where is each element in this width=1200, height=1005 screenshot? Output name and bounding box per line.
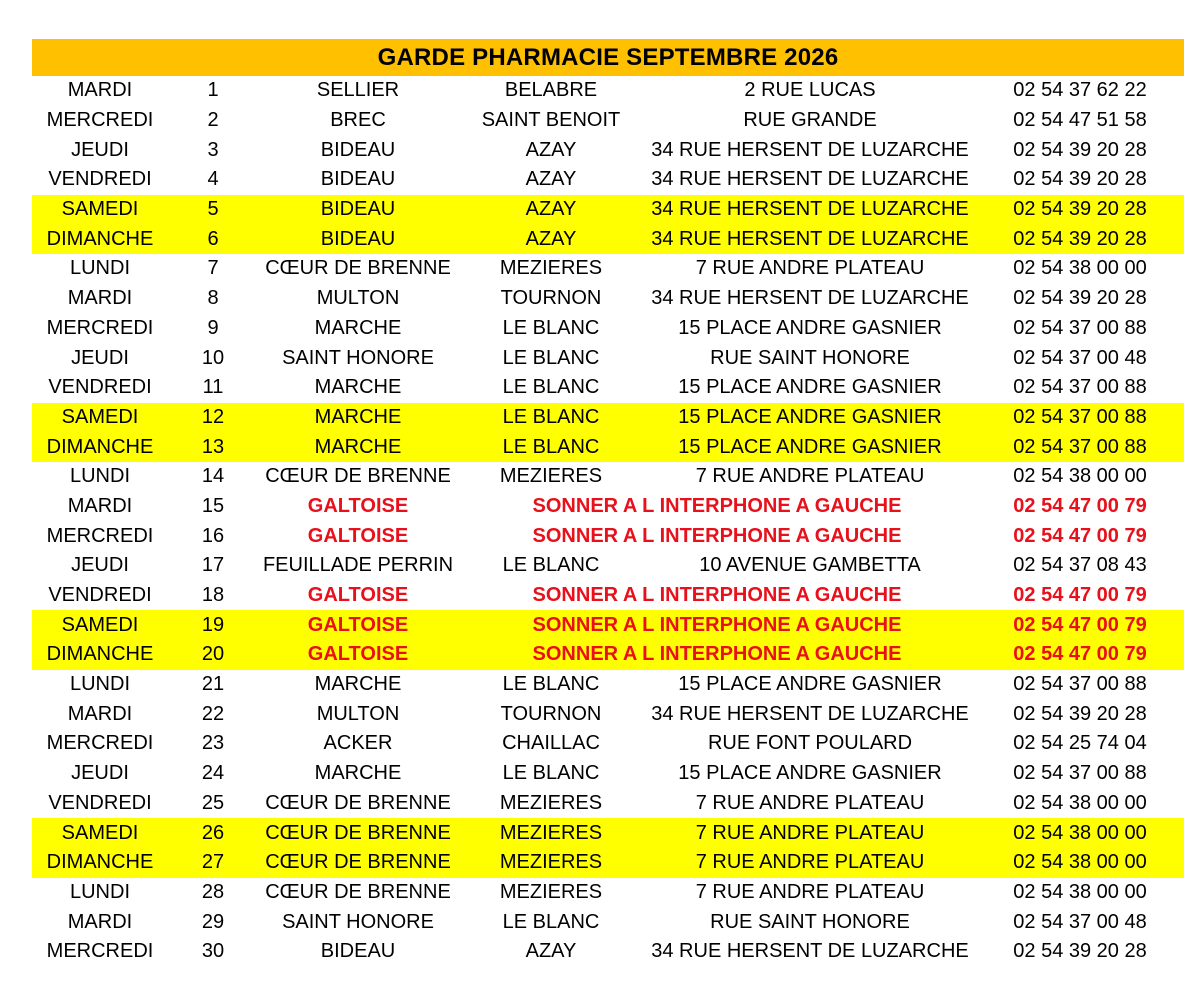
date-cell: 30 xyxy=(201,940,225,963)
address-cell: 7 RUE ANDRE PLATEAU xyxy=(695,880,925,903)
town-cell: MEZIERES xyxy=(499,257,603,280)
address-cell: 34 RUE HERSENT DE LUZARCHE xyxy=(644,195,976,225)
date-cell: 22 xyxy=(201,702,225,725)
table-row xyxy=(32,135,1184,165)
day-cell: VENDREDI xyxy=(48,584,152,607)
table-row xyxy=(32,224,1184,254)
table-row xyxy=(32,789,1184,819)
pharmacy-cell: BIDEAU xyxy=(320,940,396,963)
phone-cell: 02 54 47 00 79 xyxy=(976,610,1184,640)
date-cell: 23 xyxy=(201,732,225,755)
phone-cell: 02 54 39 20 28 xyxy=(1013,168,1147,191)
day-cell: SAMEDI xyxy=(32,195,168,225)
table-row xyxy=(32,818,1184,848)
date-cell: 1 xyxy=(207,79,219,102)
phone-cell: 02 54 47 00 79 xyxy=(1013,584,1147,607)
day-cell: JEUDI xyxy=(71,554,129,577)
day-cell: MARDI xyxy=(67,287,133,310)
phone-cell: 02 54 37 00 88 xyxy=(1013,673,1147,696)
day-cell: MARDI xyxy=(67,702,133,725)
phone-cell: 02 54 37 00 88 xyxy=(976,432,1184,462)
pharmacy-cell: MARCHE xyxy=(314,376,402,399)
schedule-sheet xyxy=(32,39,1184,967)
table-row xyxy=(32,76,1184,106)
phone-cell: 02 54 38 00 00 xyxy=(1013,257,1147,280)
table-row xyxy=(32,432,1184,462)
table-row xyxy=(32,848,1184,878)
note-cell: SONNER A L INTERPHONE A GAUCHE xyxy=(532,494,902,517)
pharmacy-cell: ACKER xyxy=(323,732,393,755)
pharmacy-cell: MARCHE xyxy=(258,403,458,433)
pharmacy-cell: GALTOISE xyxy=(258,610,458,640)
pharmacy-cell: GALTOISE xyxy=(307,524,409,547)
day-cell: DIMANCHE xyxy=(32,640,168,670)
address-cell: 15 PLACE ANDRE GASNIER xyxy=(644,403,976,433)
town-cell: AZAY xyxy=(458,224,644,254)
table-row xyxy=(32,729,1184,759)
town-cell: AZAY xyxy=(525,940,577,963)
town-cell: LE BLANC xyxy=(502,673,600,696)
town-cell: LE BLANC xyxy=(502,316,600,339)
date-cell: 26 xyxy=(168,818,258,848)
table-row xyxy=(32,907,1184,937)
day-cell: DIMANCHE xyxy=(32,224,168,254)
phone-cell: 02 54 39 20 28 xyxy=(1013,287,1147,310)
phone-cell: 02 54 25 74 04 xyxy=(1013,732,1147,755)
town-cell: AZAY xyxy=(525,168,577,191)
date-cell: 6 xyxy=(168,224,258,254)
phone-cell: 02 54 37 00 88 xyxy=(1013,316,1147,339)
date-cell: 10 xyxy=(201,346,225,369)
town-cell: MEZIERES xyxy=(458,848,644,878)
address-cell: 34 RUE HERSENT DE LUZARCHE xyxy=(651,940,969,963)
address-cell: RUE SAINT HONORE xyxy=(710,346,910,369)
date-cell: 11 xyxy=(202,376,224,399)
note-cell: SONNER A L INTERPHONE A GAUCHE xyxy=(458,640,976,670)
day-cell: MERCREDI xyxy=(46,316,154,339)
address-cell: RUE SAINT HONORE xyxy=(710,910,910,933)
date-cell: 18 xyxy=(201,584,225,607)
pharmacy-cell: FEUILLADE PERRIN xyxy=(262,554,454,577)
day-cell: SAMEDI xyxy=(32,403,168,433)
phone-cell: 02 54 47 51 58 xyxy=(1013,109,1147,132)
day-cell: LUNDI xyxy=(69,880,130,903)
pharmacy-cell: CŒUR DE BRENNE xyxy=(258,818,458,848)
address-cell: 7 RUE ANDRE PLATEAU xyxy=(695,465,925,488)
phone-cell: 02 54 38 00 00 xyxy=(1013,465,1147,488)
town-cell: LE BLANC xyxy=(502,376,600,399)
table-row xyxy=(32,759,1184,789)
pharmacy-cell: BIDEAU xyxy=(258,224,458,254)
phone-cell: 02 54 47 00 79 xyxy=(1013,494,1147,517)
town-cell: LE BLANC xyxy=(502,554,600,577)
town-cell: MEZIERES xyxy=(499,465,603,488)
table-row xyxy=(32,343,1184,373)
address-cell: 7 RUE ANDRE PLATEAU xyxy=(644,848,976,878)
table-row xyxy=(32,314,1184,344)
table-row xyxy=(32,106,1184,136)
date-cell: 19 xyxy=(168,610,258,640)
table-row xyxy=(32,640,1184,670)
table-row xyxy=(32,699,1184,729)
town-cell: MEZIERES xyxy=(499,791,603,814)
pharmacy-cell: BIDEAU xyxy=(320,168,396,191)
date-cell: 21 xyxy=(201,673,225,696)
table-row xyxy=(32,195,1184,225)
phone-cell: 02 54 37 00 48 xyxy=(1013,910,1147,933)
town-cell: MEZIERES xyxy=(458,818,644,848)
pharmacy-cell: MARCHE xyxy=(314,762,402,785)
date-cell: 14 xyxy=(201,465,225,488)
pharmacy-cell: BIDEAU xyxy=(258,195,458,225)
day-cell: MARDI xyxy=(67,910,133,933)
pharmacy-cell: MULTON xyxy=(316,287,400,310)
pharmacy-cell: CŒUR DE BRENNE xyxy=(265,791,451,814)
pharmacy-cell: CŒUR DE BRENNE xyxy=(258,848,458,878)
day-cell: DIMANCHE xyxy=(32,848,168,878)
town-cell: AZAY xyxy=(525,138,577,161)
pharmacy-cell: SAINT HONORE xyxy=(282,910,434,933)
day-cell: MERCREDI xyxy=(46,109,154,132)
phone-cell: 02 54 38 00 00 xyxy=(1013,880,1147,903)
table-row xyxy=(32,521,1184,551)
address-cell: 7 RUE ANDRE PLATEAU xyxy=(644,818,976,848)
schedule-table xyxy=(32,76,1184,967)
date-cell: 9 xyxy=(207,316,219,339)
pharmacy-cell: MARCHE xyxy=(314,316,402,339)
day-cell: MERCREDI xyxy=(46,732,154,755)
pharmacy-cell: SAINT HONORE xyxy=(282,346,434,369)
address-cell: 15 PLACE ANDRE GASNIER xyxy=(644,432,976,462)
pharmacy-cell: CŒUR DE BRENNE xyxy=(265,257,451,280)
date-cell: 7 xyxy=(207,257,219,280)
phone-cell: 02 54 39 20 28 xyxy=(1013,138,1147,161)
day-cell: VENDREDI xyxy=(48,791,152,814)
phone-cell: 02 54 37 00 88 xyxy=(976,403,1184,433)
table-row xyxy=(32,492,1184,522)
note-cell: SONNER A L INTERPHONE A GAUCHE xyxy=(532,584,902,607)
date-cell: 27 xyxy=(168,848,258,878)
address-cell: 34 RUE HERSENT DE LUZARCHE xyxy=(644,224,976,254)
date-cell: 3 xyxy=(207,138,219,161)
date-cell: 25 xyxy=(201,791,225,814)
date-cell: 24 xyxy=(201,762,225,785)
date-cell: 12 xyxy=(168,403,258,433)
table-row xyxy=(32,551,1184,581)
town-cell: SAINT BENOIT xyxy=(481,109,621,132)
day-cell: MERCREDI xyxy=(46,524,154,547)
day-cell: LUNDI xyxy=(69,465,130,488)
table-row xyxy=(32,165,1184,195)
date-cell: 8 xyxy=(207,287,219,310)
town-cell: LE BLANC xyxy=(502,910,600,933)
table-row xyxy=(32,878,1184,908)
town-cell: LE BLANC xyxy=(502,762,600,785)
town-cell: AZAY xyxy=(458,195,644,225)
town-cell: TOURNON xyxy=(500,287,602,310)
address-cell: 2 RUE LUCAS xyxy=(744,79,876,102)
table-row xyxy=(32,462,1184,492)
phone-cell: 02 54 39 20 28 xyxy=(1013,702,1147,725)
phone-cell: 02 54 37 62 22 xyxy=(1013,79,1147,102)
date-cell: 28 xyxy=(201,880,225,903)
town-cell: TOURNON xyxy=(500,702,602,725)
phone-cell: 02 54 37 08 43 xyxy=(1013,554,1147,577)
pharmacy-cell: CŒUR DE BRENNE xyxy=(265,880,451,903)
address-cell: 34 RUE HERSENT DE LUZARCHE xyxy=(651,138,969,161)
town-cell: BELABRE xyxy=(504,79,598,102)
date-cell: 2 xyxy=(207,109,219,132)
day-cell: MARDI xyxy=(67,494,133,517)
day-cell: VENDREDI xyxy=(48,376,152,399)
phone-cell: 02 54 37 00 88 xyxy=(1013,762,1147,785)
day-cell: LUNDI xyxy=(69,257,130,280)
address-cell: 15 PLACE ANDRE GASNIER xyxy=(678,316,942,339)
address-cell: 15 PLACE ANDRE GASNIER xyxy=(678,673,942,696)
address-cell: RUE GRANDE xyxy=(743,109,877,132)
table-row xyxy=(32,937,1184,967)
day-cell: MARDI xyxy=(67,79,133,102)
town-cell: LE BLANC xyxy=(458,432,644,462)
phone-cell: 02 54 39 20 28 xyxy=(976,224,1184,254)
pharmacy-cell: MARCHE xyxy=(258,432,458,462)
table-row xyxy=(32,581,1184,611)
table-row xyxy=(32,670,1184,700)
phone-cell: 02 54 37 00 88 xyxy=(1013,376,1147,399)
phone-cell: 02 54 37 00 48 xyxy=(1013,346,1147,369)
date-cell: 15 xyxy=(201,494,225,517)
day-cell: JEUDI xyxy=(71,138,129,161)
note-cell: SONNER A L INTERPHONE A GAUCHE xyxy=(532,524,902,547)
date-cell: 17 xyxy=(201,554,225,577)
phone-cell: 02 54 38 00 00 xyxy=(976,818,1184,848)
pharmacy-cell: GALTOISE xyxy=(307,584,409,607)
phone-cell: 02 54 38 00 00 xyxy=(976,848,1184,878)
date-cell: 16 xyxy=(201,524,225,547)
table-row xyxy=(32,610,1184,640)
town-cell: LE BLANC xyxy=(502,346,600,369)
pharmacy-cell: MARCHE xyxy=(314,673,402,696)
day-cell: SAMEDI xyxy=(32,818,168,848)
address-cell: 10 AVENUE GAMBETTA xyxy=(699,554,921,577)
table-row xyxy=(32,403,1184,433)
pharmacy-cell: CŒUR DE BRENNE xyxy=(265,465,451,488)
schedule-title: GARDE PHARMACIE SEPTEMBRE 2026 xyxy=(32,39,1184,76)
day-cell: LUNDI xyxy=(69,673,130,696)
note-cell: SONNER A L INTERPHONE A GAUCHE xyxy=(458,610,976,640)
pharmacy-cell: BIDEAU xyxy=(320,138,396,161)
phone-cell: 02 54 47 00 79 xyxy=(976,640,1184,670)
phone-cell: 02 54 39 20 28 xyxy=(1013,940,1147,963)
pharmacy-cell: BREC xyxy=(330,109,386,132)
table-row xyxy=(32,373,1184,403)
schedule-rows xyxy=(32,76,1184,967)
address-cell: 34 RUE HERSENT DE LUZARCHE xyxy=(651,287,969,310)
pharmacy-cell: SELLIER xyxy=(316,79,400,102)
town-cell: LE BLANC xyxy=(458,403,644,433)
day-cell: JEUDI xyxy=(71,346,129,369)
table-row xyxy=(32,284,1184,314)
day-cell: SAMEDI xyxy=(32,610,168,640)
day-cell: VENDREDI xyxy=(48,168,152,191)
day-cell: DIMANCHE xyxy=(32,432,168,462)
date-cell: 29 xyxy=(201,910,225,933)
date-cell: 13 xyxy=(168,432,258,462)
table-row xyxy=(32,254,1184,284)
pharmacy-cell: GALTOISE xyxy=(258,640,458,670)
phone-cell: 02 54 47 00 79 xyxy=(1013,524,1147,547)
date-cell: 20 xyxy=(168,640,258,670)
town-cell: MEZIERES xyxy=(499,880,603,903)
phone-cell: 02 54 38 00 00 xyxy=(1013,791,1147,814)
pharmacy-cell: GALTOISE xyxy=(307,494,409,517)
address-cell: 34 RUE HERSENT DE LUZARCHE xyxy=(651,168,969,191)
address-cell: 15 PLACE ANDRE GASNIER xyxy=(678,376,942,399)
address-cell: 7 RUE ANDRE PLATEAU xyxy=(695,791,925,814)
address-cell: 7 RUE ANDRE PLATEAU xyxy=(695,257,925,280)
date-cell: 4 xyxy=(207,168,219,191)
day-cell: MERCREDI xyxy=(46,940,154,963)
town-cell: CHAILLAC xyxy=(502,732,600,755)
address-cell: RUE FONT POULARD xyxy=(707,732,913,755)
phone-cell: 02 54 39 20 28 xyxy=(976,195,1184,225)
date-cell: 5 xyxy=(168,195,258,225)
address-cell: 34 RUE HERSENT DE LUZARCHE xyxy=(651,702,969,725)
pharmacy-cell: MULTON xyxy=(316,702,400,725)
address-cell: 15 PLACE ANDRE GASNIER xyxy=(678,762,942,785)
day-cell: JEUDI xyxy=(71,762,129,785)
